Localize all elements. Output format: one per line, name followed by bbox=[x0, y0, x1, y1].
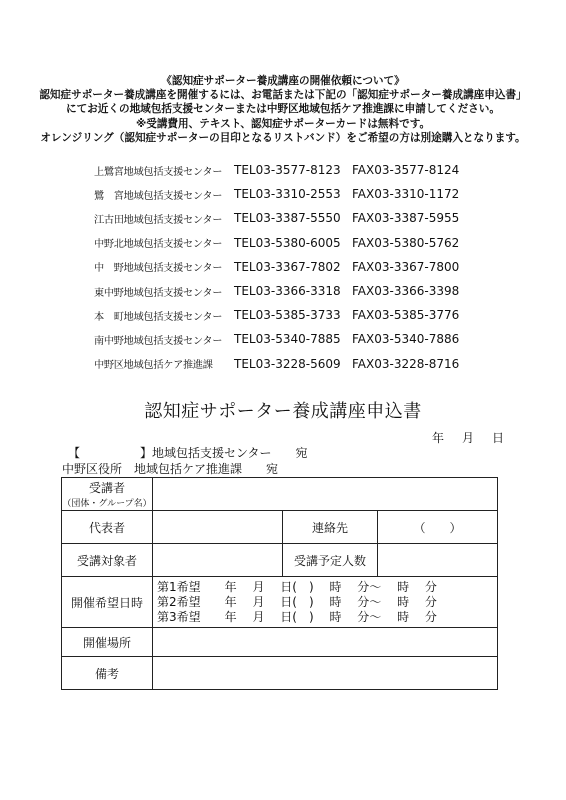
preference-2: 第2希望 年 月 日( ) 時 分～ 時 分 bbox=[157, 594, 437, 609]
contact-list bbox=[94, 158, 459, 376]
table-row bbox=[62, 544, 498, 577]
contact-fax: FAX03-5380-5762 bbox=[352, 235, 460, 250]
contact-name: 中野北地域包括支援センター bbox=[94, 239, 223, 251]
intro-line: ※受講費用、テキスト、認知症サポーターカードは無料です。 bbox=[135, 117, 431, 130]
representative-field[interactable] bbox=[153, 511, 283, 544]
contact-tel: TEL03-5380-6005 bbox=[234, 235, 341, 250]
contact-field[interactable]: （ ） bbox=[378, 511, 498, 544]
venue-label: 開催場所 bbox=[62, 628, 153, 657]
recipient-label: 受講者 bbox=[88, 481, 125, 495]
recipient-field[interactable] bbox=[153, 478, 498, 511]
representative-label: 代表者 bbox=[62, 511, 153, 544]
contact-fax: FAX03-3367-7800 bbox=[352, 259, 460, 274]
contact-row bbox=[94, 206, 459, 230]
contact-name: 本 町地域包括支援センター bbox=[94, 311, 223, 323]
intro-line: 認知症サポーター養成講座を開催するには、お電話または下記の「認知症サポーター養成講座申込書」 bbox=[39, 89, 527, 102]
contact-tel: TEL03-5340-7885 bbox=[234, 332, 341, 347]
date-line bbox=[432, 429, 504, 446]
contact-label: 連絡先 bbox=[283, 511, 378, 544]
form-title: 認知症サポーター養成講座申込書 bbox=[144, 401, 422, 422]
planned-count-label: 受講予定人数 bbox=[283, 544, 378, 577]
intro-block bbox=[0, 74, 566, 145]
preference-1: 第1希望 年 月 日( ) 時 分～ 時 分 bbox=[157, 579, 437, 594]
date-year: 年 bbox=[432, 431, 445, 445]
venue-field[interactable] bbox=[153, 628, 498, 657]
table-row bbox=[62, 511, 498, 544]
contact-name: 東中野地域包括支援センター bbox=[94, 287, 223, 299]
contact-fax: FAX03-3366-3398 bbox=[352, 284, 460, 299]
addressee-office: 中野区役所 地域包括ケア推進課 宛 bbox=[62, 462, 279, 476]
recipient-label-cell bbox=[62, 478, 153, 511]
date-day: 日 bbox=[492, 431, 505, 445]
contact-tel: TEL03-3366-3318 bbox=[234, 284, 341, 299]
contact-tel: TEL03-3228-5609 bbox=[234, 356, 341, 371]
preference-3: 第3希望 年 月 日( ) 時 分～ 時 分 bbox=[157, 609, 437, 624]
application-form-table bbox=[61, 477, 498, 690]
remarks-label: 備考 bbox=[62, 657, 153, 690]
contact-row bbox=[94, 182, 459, 206]
table-row bbox=[62, 577, 498, 628]
contact-row bbox=[94, 231, 459, 255]
preferred-datetime-field[interactable] bbox=[153, 577, 498, 628]
contact-fax: FAX03-3310-1172 bbox=[352, 187, 460, 202]
contact-name: 江古田地域包括支援センター bbox=[94, 214, 223, 226]
contact-row bbox=[94, 303, 459, 327]
date-month: 月 bbox=[462, 431, 475, 445]
remarks-field[interactable] bbox=[153, 657, 498, 690]
contact-tel: TEL03-3577-8123 bbox=[234, 163, 341, 178]
contact-name: 南中野地域包括支援センター bbox=[94, 335, 223, 347]
contact-fax: FAX03-3577-8124 bbox=[352, 163, 460, 178]
contact-fax: FAX03-5385-3776 bbox=[352, 308, 460, 323]
contact-fax: FAX03-5340-7886 bbox=[352, 332, 460, 347]
planned-count-field[interactable] bbox=[378, 544, 498, 577]
contact-tel: TEL03-3310-2553 bbox=[234, 187, 341, 202]
contact-fax: FAX03-3228-8716 bbox=[352, 356, 460, 371]
recipient-sublabel: （団体・グループ名） bbox=[62, 499, 152, 509]
contact-name: 中 野地域包括支援センター bbox=[94, 263, 223, 275]
contact-tel: TEL03-5385-3733 bbox=[234, 308, 341, 323]
table-row bbox=[62, 657, 498, 690]
contact-tel: TEL03-3367-7802 bbox=[234, 259, 341, 274]
contact-row bbox=[94, 352, 459, 376]
contact-tel: TEL03-3387-5550 bbox=[234, 211, 341, 226]
contact-row bbox=[94, 279, 459, 303]
target-label: 受講対象者 bbox=[62, 544, 153, 577]
contact-fax: FAX03-3387-5955 bbox=[352, 211, 460, 226]
addressee-center: 【 】地域包括支援センター 宛 bbox=[68, 446, 308, 460]
intro-line: にてお近くの地域包括支援センターまたは中野区地域包括ケア推進課に申請してください。 bbox=[66, 103, 500, 116]
contact-row bbox=[94, 255, 459, 279]
contact-row bbox=[94, 327, 459, 351]
target-field[interactable] bbox=[153, 544, 283, 577]
intro-line: オレンジリング（認知症サポーターの目印となるリストバンド）をご希望の方は別途購入となります。 bbox=[40, 131, 526, 144]
contact-name: 鷺 宮地域包括支援センター bbox=[94, 190, 223, 202]
intro-heading: 《認知症サポーター養成講座の開催依頼について》 bbox=[161, 75, 405, 87]
table-row bbox=[62, 478, 498, 511]
contact-name: 上鷺宮地域包括支援センター bbox=[94, 166, 223, 178]
contact-row bbox=[94, 158, 459, 182]
table-row bbox=[62, 628, 498, 657]
contact-name: 中野区地域包括ケア推進課 bbox=[94, 360, 213, 372]
preferred-datetime-label: 開催希望日時 bbox=[62, 577, 153, 628]
